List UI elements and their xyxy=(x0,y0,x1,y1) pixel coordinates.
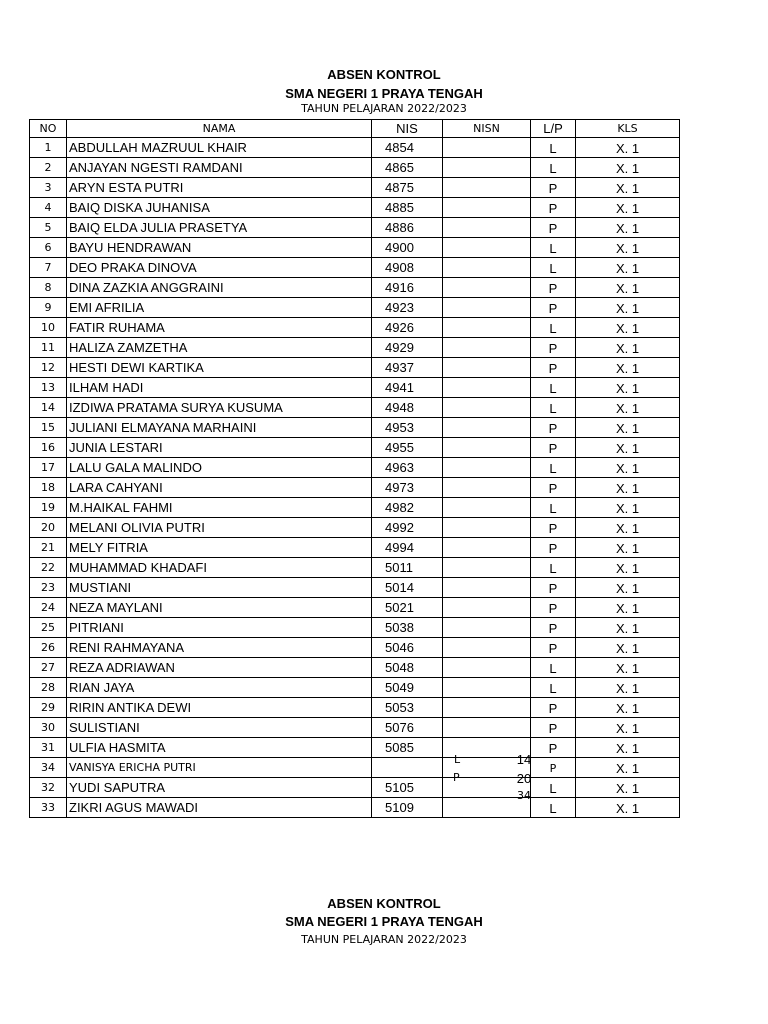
cell-nama: RIRIN ANTIKA DEWI xyxy=(67,698,372,718)
column-header-nis: NIS xyxy=(372,120,443,138)
cell-nisn xyxy=(443,278,531,298)
cell-lp: L xyxy=(531,658,576,678)
table-row xyxy=(30,378,680,398)
cell-lp: L xyxy=(531,778,576,798)
summary-total: 34 xyxy=(517,789,531,802)
table-row xyxy=(30,338,680,358)
cell-lp: L xyxy=(531,138,576,158)
cell-lp: L xyxy=(531,458,576,478)
cell-lp: P xyxy=(531,698,576,718)
table-row xyxy=(30,718,680,738)
cell-lp: P xyxy=(531,638,576,658)
cell-lp: L xyxy=(531,238,576,258)
table-row xyxy=(30,558,680,578)
table-row xyxy=(30,598,680,618)
cell-no: 20 xyxy=(30,518,67,538)
cell-kls: X. 1 xyxy=(576,518,680,538)
cell-kls: X. 1 xyxy=(576,778,680,798)
cell-kls: X. 1 xyxy=(576,378,680,398)
cell-lp: L xyxy=(531,678,576,698)
cell-nisn xyxy=(443,298,531,318)
table-row xyxy=(30,218,680,238)
cell-lp: L xyxy=(531,158,576,178)
cell-nis: 4908 xyxy=(372,258,443,278)
cell-nama: ILHAM HADI xyxy=(67,378,372,398)
table-row xyxy=(30,238,680,258)
cell-nisn xyxy=(443,498,531,518)
cell-no: 3 xyxy=(30,178,67,198)
summary-p-label: P xyxy=(453,771,460,784)
cell-kls: X. 1 xyxy=(576,638,680,658)
cell-nama: MELANI OLIVIA PUTRI xyxy=(67,518,372,538)
cell-nisn xyxy=(443,578,531,598)
table-header-row xyxy=(30,120,680,138)
cell-nisn xyxy=(443,678,531,698)
cell-nisn xyxy=(443,658,531,678)
cell-nama: ABDULLAH MAZRUUL KHAIR xyxy=(67,138,372,158)
column-header-nisn: NISN xyxy=(443,120,531,138)
cell-no: 24 xyxy=(30,598,67,618)
cell-nama: SULISTIANI xyxy=(67,718,372,738)
cell-kls: X. 1 xyxy=(576,358,680,378)
cell-nis: 5014 xyxy=(372,578,443,598)
table-row xyxy=(30,678,680,698)
cell-nis xyxy=(372,758,443,778)
cell-no: 9 xyxy=(30,298,67,318)
cell-nama: YUDI SAPUTRA xyxy=(67,778,372,798)
cell-nisn xyxy=(443,158,531,178)
column-header-lp: L/P xyxy=(531,120,576,138)
cell-nisn xyxy=(443,338,531,358)
cell-lp: P xyxy=(531,278,576,298)
cell-lp: L xyxy=(531,398,576,418)
cell-lp: L xyxy=(531,258,576,278)
cell-nama: HALIZA ZAMZETHA xyxy=(67,338,372,358)
table-row xyxy=(30,498,680,518)
cell-nama: DINA ZAZKIA ANGGRAINI xyxy=(67,278,372,298)
cell-lp: L xyxy=(531,798,576,818)
cell-nisn xyxy=(443,518,531,538)
cell-kls: X. 1 xyxy=(576,678,680,698)
cell-nama: M.HAIKAL FAHMI xyxy=(67,498,372,518)
cell-nama: REZA ADRIAWAN xyxy=(67,658,372,678)
cell-no: 30 xyxy=(30,718,67,738)
table-row xyxy=(30,198,680,218)
page-title-2: ABSEN KONTROL xyxy=(327,896,441,911)
cell-no: 13 xyxy=(30,378,67,398)
column-header-kls: KLS xyxy=(576,120,680,138)
summary-l-count: 14 xyxy=(516,752,532,767)
cell-kls: X. 1 xyxy=(576,258,680,278)
cell-nama: ARYN ESTA PUTRI xyxy=(67,178,372,198)
cell-nama: VANISYA ERICHA PUTRI xyxy=(67,758,372,778)
column-header-nama: NAMA xyxy=(67,120,372,138)
cell-nama: MELY FITRIA xyxy=(67,538,372,558)
table-row xyxy=(30,538,680,558)
cell-no: 1 xyxy=(30,138,67,158)
cell-no: 25 xyxy=(30,618,67,638)
cell-kls: X. 1 xyxy=(576,198,680,218)
cell-nisn xyxy=(443,198,531,218)
cell-kls: X. 1 xyxy=(576,598,680,618)
cell-kls: X. 1 xyxy=(576,578,680,598)
cell-kls: X. 1 xyxy=(576,618,680,638)
cell-nisn xyxy=(443,178,531,198)
cell-lp: P xyxy=(531,338,576,358)
cell-nisn xyxy=(443,458,531,478)
cell-lp: P xyxy=(531,218,576,238)
cell-no: 5 xyxy=(30,218,67,238)
cell-kls: X. 1 xyxy=(576,718,680,738)
cell-lp: P xyxy=(531,418,576,438)
cell-no: 21 xyxy=(30,538,67,558)
cell-no: 14 xyxy=(30,398,67,418)
cell-no: 15 xyxy=(30,418,67,438)
table-body xyxy=(30,138,680,818)
table-row xyxy=(30,398,680,418)
cell-lp: P xyxy=(531,178,576,198)
cell-lp: P xyxy=(531,298,576,318)
cell-no: 31 xyxy=(30,738,67,758)
cell-kls: X. 1 xyxy=(576,298,680,318)
cell-nis: 4916 xyxy=(372,278,443,298)
cell-nisn xyxy=(443,638,531,658)
table-row xyxy=(30,298,680,318)
cell-nama: JULIANI ELMAYANA MARHAINI xyxy=(67,418,372,438)
cell-kls: X. 1 xyxy=(576,218,680,238)
table-row xyxy=(30,418,680,438)
cell-nama: HESTI DEWI KARTIKA xyxy=(67,358,372,378)
cell-no: 17 xyxy=(30,458,67,478)
cell-nis: 5048 xyxy=(372,658,443,678)
cell-kls: X. 1 xyxy=(576,458,680,478)
cell-nis: 4926 xyxy=(372,318,443,338)
cell-nis: 4886 xyxy=(372,218,443,238)
cell-nama: FATIR RUHAMA xyxy=(67,318,372,338)
cell-nis: 4900 xyxy=(372,238,443,258)
cell-nis: 4973 xyxy=(372,478,443,498)
cell-no: 6 xyxy=(30,238,67,258)
table-row xyxy=(30,458,680,478)
cell-no: 4 xyxy=(30,198,67,218)
cell-nama: ANJAYAN NGESTI RAMDANI xyxy=(67,158,372,178)
cell-lp: P xyxy=(531,538,576,558)
cell-no: 26 xyxy=(30,638,67,658)
academic-year-2: TAHUN PELAJARAN 2022/2023 xyxy=(301,933,467,946)
cell-no: 7 xyxy=(30,258,67,278)
cell-nisn xyxy=(443,258,531,278)
table-row xyxy=(30,758,680,778)
attendance-table xyxy=(29,119,680,818)
cell-nisn xyxy=(443,358,531,378)
cell-nisn xyxy=(443,598,531,618)
table-row xyxy=(30,358,680,378)
cell-kls: X. 1 xyxy=(576,398,680,418)
cell-nis: 5011 xyxy=(372,558,443,578)
cell-nama: NEZA MAYLANI xyxy=(67,598,372,618)
cell-lp: P xyxy=(531,718,576,738)
cell-nis: 4948 xyxy=(372,398,443,418)
cell-nisn xyxy=(443,698,531,718)
cell-nis: 5109 xyxy=(372,798,443,818)
table-row xyxy=(30,178,680,198)
cell-no: 18 xyxy=(30,478,67,498)
cell-lp: P xyxy=(531,198,576,218)
cell-no: 22 xyxy=(30,558,67,578)
cell-kls: X. 1 xyxy=(576,698,680,718)
cell-nama: ZIKRI AGUS MAWADI xyxy=(67,798,372,818)
summary-l-label: L xyxy=(454,753,461,766)
table-row xyxy=(30,158,680,178)
cell-kls: X. 1 xyxy=(576,158,680,178)
cell-lp: P xyxy=(531,738,576,758)
cell-lp: P xyxy=(531,598,576,618)
cell-kls: X. 1 xyxy=(576,498,680,518)
school-name: SMA NEGERI 1 PRAYA TENGAH xyxy=(285,86,483,101)
cell-nisn xyxy=(443,538,531,558)
cell-kls: X. 1 xyxy=(576,418,680,438)
cell-nis: 4955 xyxy=(372,438,443,458)
cell-no: 8 xyxy=(30,278,67,298)
cell-nama: ULFIA HASMITA xyxy=(67,738,372,758)
cell-nis: 5046 xyxy=(372,638,443,658)
academic-year: TAHUN PELAJARAN 2022/2023 xyxy=(301,102,467,115)
cell-nama: PITRIANI xyxy=(67,618,372,638)
cell-kls: X. 1 xyxy=(576,238,680,258)
cell-kls: X. 1 xyxy=(576,758,680,778)
cell-no: 2 xyxy=(30,158,67,178)
cell-nis: 5076 xyxy=(372,718,443,738)
page-title: ABSEN KONTROL xyxy=(327,67,441,82)
cell-nama: LALU GALA MALINDO xyxy=(67,458,372,478)
table-row xyxy=(30,738,680,758)
cell-nama: RENI RAHMAYANA xyxy=(67,638,372,658)
cell-nama: BAIQ ELDA JULIA PRASETYA xyxy=(67,218,372,238)
table-row xyxy=(30,638,680,658)
cell-kls: X. 1 xyxy=(576,438,680,458)
table-row xyxy=(30,798,680,818)
table-row xyxy=(30,278,680,298)
cell-no: 32 xyxy=(30,778,67,798)
cell-kls: X. 1 xyxy=(576,798,680,818)
cell-kls: X. 1 xyxy=(576,738,680,758)
cell-no: 10 xyxy=(30,318,67,338)
table-row xyxy=(30,658,680,678)
cell-lp: L xyxy=(531,318,576,338)
cell-no: 34 xyxy=(30,758,67,778)
cell-nis: 4885 xyxy=(372,198,443,218)
cell-lp: P xyxy=(531,578,576,598)
cell-nama: IZDIWA PRATAMA SURYA KUSUMA xyxy=(67,398,372,418)
cell-no: 11 xyxy=(30,338,67,358)
school-name-2: SMA NEGERI 1 PRAYA TENGAH xyxy=(285,914,483,929)
cell-nama: EMI AFRILIA xyxy=(67,298,372,318)
cell-nis: 5053 xyxy=(372,698,443,718)
cell-nisn xyxy=(443,558,531,578)
cell-lp: P xyxy=(531,438,576,458)
cell-nisn xyxy=(443,618,531,638)
table-row xyxy=(30,698,680,718)
cell-no: 27 xyxy=(30,658,67,678)
cell-nis: 4982 xyxy=(372,498,443,518)
cell-kls: X. 1 xyxy=(576,338,680,358)
cell-lp: P xyxy=(531,358,576,378)
cell-nisn xyxy=(443,138,531,158)
cell-lp: L xyxy=(531,498,576,518)
cell-nama: DEO PRAKA DINOVA xyxy=(67,258,372,278)
cell-nisn xyxy=(443,378,531,398)
cell-nisn xyxy=(443,238,531,258)
cell-kls: X. 1 xyxy=(576,318,680,338)
cell-nama: LARA CAHYANI xyxy=(67,478,372,498)
cell-no: 12 xyxy=(30,358,67,378)
cell-nisn xyxy=(443,478,531,498)
cell-no: 33 xyxy=(30,798,67,818)
cell-nis: 4941 xyxy=(372,378,443,398)
cell-lp: P xyxy=(531,478,576,498)
summary-p-count: 20 xyxy=(516,771,532,786)
cell-nisn xyxy=(443,438,531,458)
cell-nisn xyxy=(443,318,531,338)
cell-lp: L xyxy=(531,378,576,398)
cell-no: 29 xyxy=(30,698,67,718)
cell-lp: P xyxy=(531,518,576,538)
cell-nis: 4923 xyxy=(372,298,443,318)
cell-nisn xyxy=(443,218,531,238)
column-header-no: NO xyxy=(30,120,67,138)
cell-kls: X. 1 xyxy=(576,538,680,558)
cell-nis: 4937 xyxy=(372,358,443,378)
cell-no: 23 xyxy=(30,578,67,598)
cell-nis: 5049 xyxy=(372,678,443,698)
cell-nis: 5105 xyxy=(372,778,443,798)
cell-kls: X. 1 xyxy=(576,658,680,678)
cell-kls: X. 1 xyxy=(576,138,680,158)
table-row xyxy=(30,258,680,278)
cell-nis: 5021 xyxy=(372,598,443,618)
cell-nama: MUHAMMAD KHADAFI xyxy=(67,558,372,578)
cell-nis: 5038 xyxy=(372,618,443,638)
cell-nis: 4865 xyxy=(372,158,443,178)
cell-no: 28 xyxy=(30,678,67,698)
cell-nis: 4854 xyxy=(372,138,443,158)
cell-lp: P xyxy=(531,618,576,638)
cell-nama: RIAN JAYA xyxy=(67,678,372,698)
table-row xyxy=(30,578,680,598)
cell-nis: 4994 xyxy=(372,538,443,558)
table-row xyxy=(30,618,680,638)
table-row xyxy=(30,478,680,498)
cell-no: 19 xyxy=(30,498,67,518)
cell-nama: JUNIA LESTARI xyxy=(67,438,372,458)
cell-nis: 4875 xyxy=(372,178,443,198)
cell-nis: 4963 xyxy=(372,458,443,478)
cell-nis: 5085 xyxy=(372,738,443,758)
cell-kls: X. 1 xyxy=(576,478,680,498)
cell-nis: 4929 xyxy=(372,338,443,358)
table-row xyxy=(30,518,680,538)
cell-kls: X. 1 xyxy=(576,278,680,298)
table-row xyxy=(30,138,680,158)
cell-lp: P xyxy=(531,758,576,778)
cell-lp: L xyxy=(531,558,576,578)
table-row xyxy=(30,318,680,338)
cell-nis: 4992 xyxy=(372,518,443,538)
cell-nisn xyxy=(443,398,531,418)
cell-nama: BAYU HENDRAWAN xyxy=(67,238,372,258)
cell-nisn xyxy=(443,718,531,738)
table-row xyxy=(30,778,680,798)
cell-kls: X. 1 xyxy=(576,558,680,578)
cell-nis: 4953 xyxy=(372,418,443,438)
cell-nisn xyxy=(443,418,531,438)
cell-nama: MUSTIANI xyxy=(67,578,372,598)
table-row xyxy=(30,438,680,458)
cell-kls: X. 1 xyxy=(576,178,680,198)
cell-nama: BAIQ DISKA JUHANISA xyxy=(67,198,372,218)
cell-no: 16 xyxy=(30,438,67,458)
